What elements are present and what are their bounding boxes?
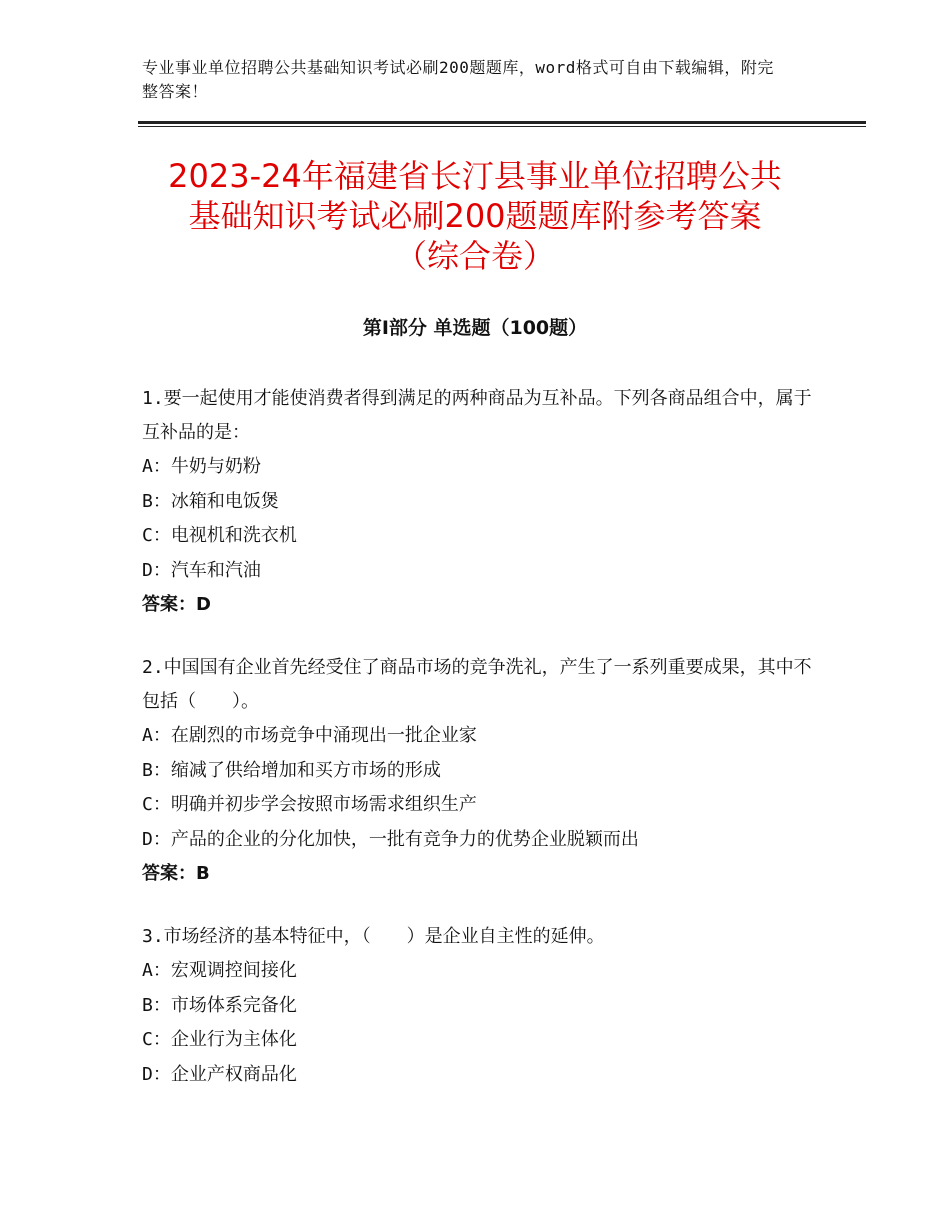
- title-line-2: 基础知识考试必刷200题题库附参考答案: [188, 197, 762, 235]
- option-a: A：在剧烈的市场竞争中涌现出一批企业家: [142, 725, 477, 746]
- option-c: C：电视机和洗衣机: [142, 525, 297, 546]
- section-title: 第Ⅰ部分 单选题（100题）: [362, 317, 588, 339]
- header-rule-thin: [138, 126, 866, 127]
- option-d: D：产品的企业的分化加快，一批有竞争力的优势企业脱颖而出: [142, 828, 639, 850]
- question-1: [142, 382, 822, 622]
- option-b: B：市场体系完备化: [142, 994, 297, 1016]
- header-rule-thick: [138, 121, 866, 124]
- question-list: [142, 382, 822, 1121]
- option-c: C：明确并初步学会按照市场需求组织生产: [142, 794, 477, 815]
- question-2: [142, 651, 822, 891]
- question-stem: 2.中国国有企业首先经受住了商品市场的竞争洗礼，产生了一系列重要成果，其中不包括（ ）。: [142, 657, 812, 712]
- title-line-3: （综合卷）: [394, 237, 555, 275]
- header-note: 专业事业单位招聘公共基础知识考试必刷200题题库，word格式可自由下载编辑，附完整答案！: [142, 58, 774, 101]
- title-line-1: 2023-24年福建省长汀县事业单位招聘公共: [168, 157, 782, 195]
- option-d: D：汽车和汽油: [142, 559, 261, 581]
- question-3: [142, 920, 822, 1092]
- option-d: D：企业产权商品化: [142, 1063, 297, 1085]
- question-stem: 1.要一起使用才能使消费者得到满足的两种商品为互补品。下列各商品组合中，属于互补品的是：: [142, 388, 812, 443]
- option-b: B：冰箱和电饭煲: [142, 490, 279, 512]
- document-title: [130, 156, 820, 276]
- option-a: A：宏观调控间接化: [142, 960, 297, 981]
- question-stem: 3.市场经济的基本特征中，（ ）是企业自主性的延伸。: [142, 926, 605, 947]
- answer: 答案：D: [142, 594, 211, 615]
- option-a: A：牛奶与奶粉: [142, 456, 261, 477]
- option-c: C：企业行为主体化: [142, 1029, 297, 1050]
- answer: 答案：B: [142, 863, 210, 884]
- option-b: B：缩减了供给增加和买方市场的形成: [142, 759, 441, 781]
